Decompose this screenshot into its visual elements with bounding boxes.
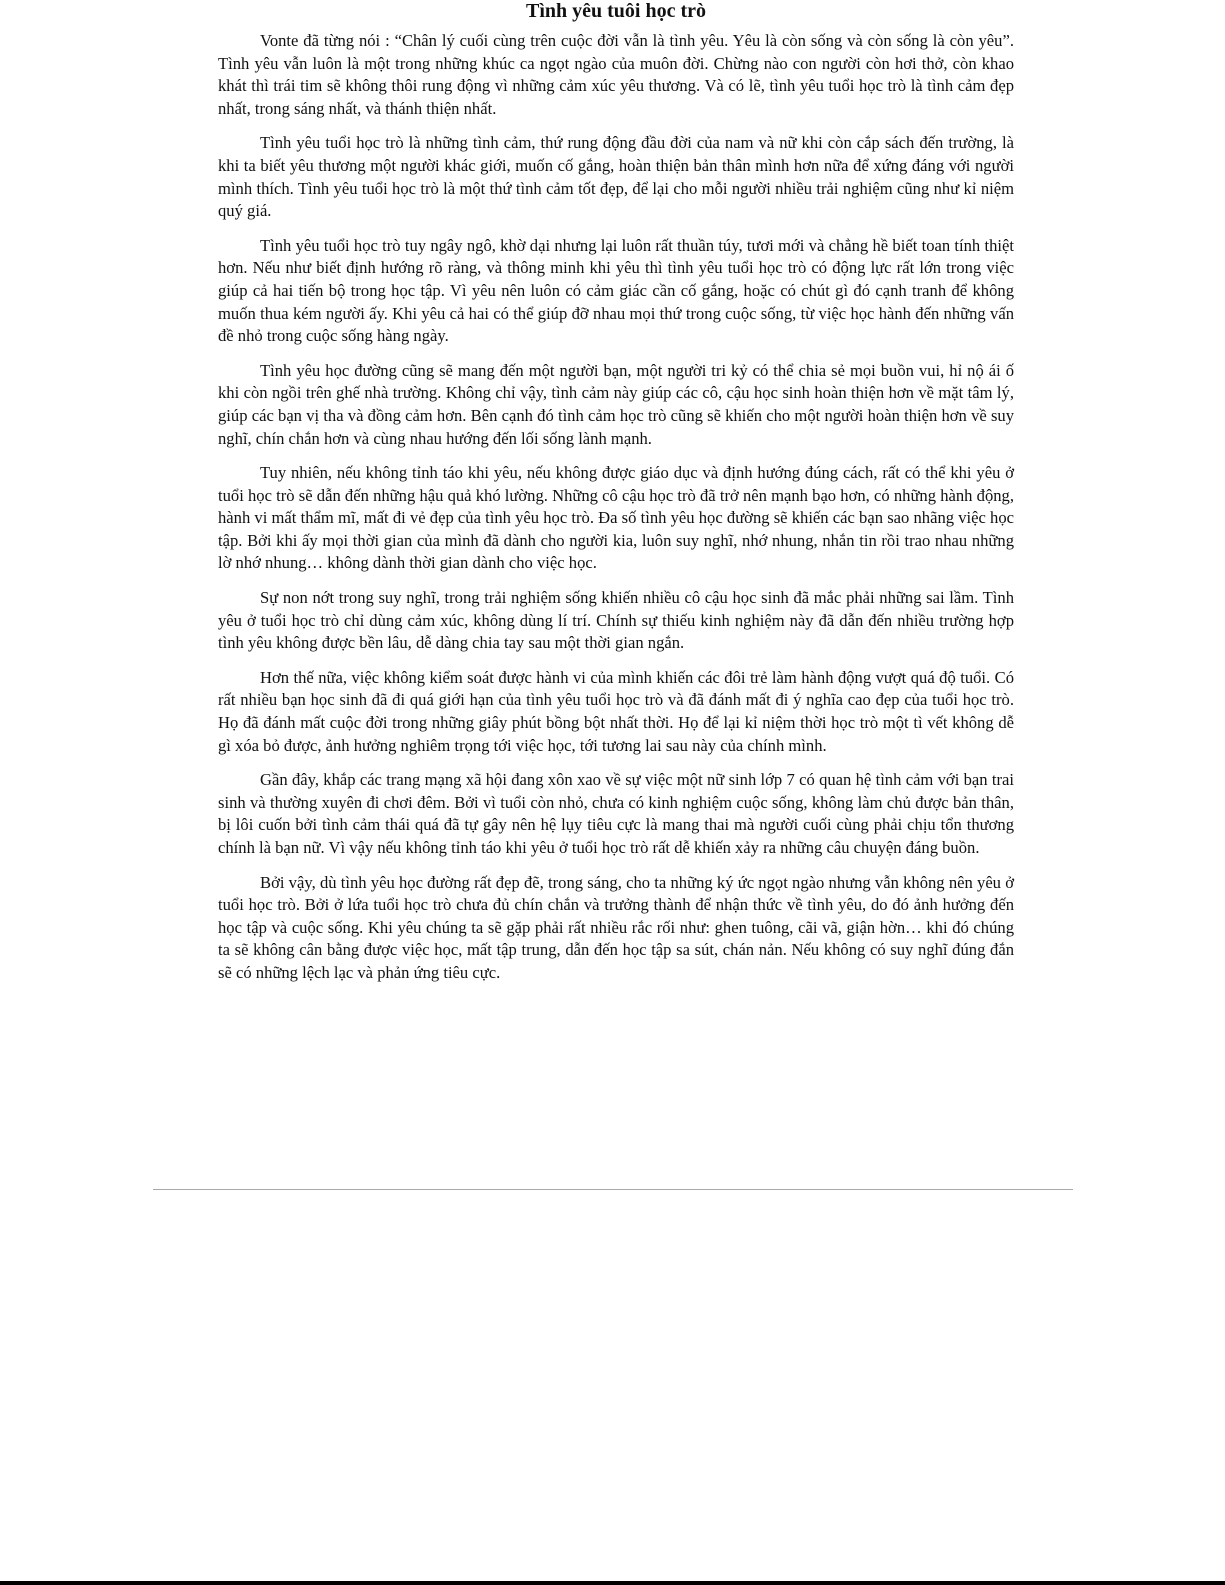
paragraph-2: Tình yêu tuổi học trò là những tình cảm, thứ rung động đầu đời của nam và nữ khi còn cắp sách đến trường, là khi ta biết yêu thương một người khác giới, muốn cố gắng, hoàn thiện bản thân mình hơn nữa để xứng đáng với người mình thích. Tình yêu tuổi học trò là một thứ tình cảm tốt đẹp, để lại cho mỗi người nhiều trải nghiệm cũng như kỉ niệm quý giá. bbox=[218, 133, 1014, 221]
page-divider bbox=[153, 1189, 1073, 1190]
bottom-border bbox=[0, 1581, 1225, 1585]
document-title: Tình yêu tuôi học trò bbox=[525, 0, 707, 22]
paragraph-3: Tình yêu tuổi học trò tuy ngây ngô, khờ dại nhưng lại luôn rất thuần túy, tươi mới và chẳng hề biết toan tính thiệt hơn. Nếu như biết định hướng rõ ràng, và thông minh khi yêu thì tình yêu tuổi học trò có động lực rất lớn trong việc giúp cả hai tiến bộ trong học tập. Vì yêu nên luôn có cảm giác cần cố gắng, hoặc có chút gì đó cạnh tranh để không muốn thua kém người ấy. Khi yêu cả hai có thể giúp đỡ nhau mọi thứ trong cuộc sống, từ việc học hành đến những vấn đề nhỏ trong cuộc sống hàng ngày. bbox=[218, 235, 1014, 346]
paragraph-7: Hơn thế nữa, việc không kiểm soát được hành vi của mình khiến các đôi trẻ làm hành động vượt quá độ tuổi. Có rất nhiều bạn học sinh đã đi quá giới hạn của tình yêu tuổi học trò và đã đánh mất đi ý nghĩa cao đẹp của tuổi học trò. Họ đã đánh mất cuộc đời trong những giây phút bồng bột nhất thời. Họ để lại kỉ niệm thời học trò một tì vết không dễ gì xóa bỏ được, ảnh hưởng nghiêm trọng tới việc học, tới tương lai sau này của chính mình. bbox=[218, 667, 1014, 755]
paragraph-1: Vonte đã từng nói : “Chân lý cuối cùng trên cuộc đời vẫn là tình yêu. Yêu là còn sống và còn sống là còn yêu”. Tình yêu vẫn luôn là một trong những khúc ca ngọt ngào của muôn đời. Chừng nào con người còn hơi thở, còn khao khát thì trái tim sẽ không thôi rung động vì những cảm xúc yêu thương. Và có lẽ, tình yêu tuổi học trò là tình cảm đẹp nhất, trong sáng nhất, và thánh thiện nhất. bbox=[218, 31, 1014, 118]
paragraph-5: Tuy nhiên, nếu không tỉnh táo khi yêu, nếu không được giáo dục và định hướng đúng cách, rất có thể khi yêu ở tuổi học trò sẽ dẫn đến những hậu quả khó lường. Những cô cậu học trò đã trở nên mạnh bạo hơn, có những hành động, hành vi mất thẩm mĩ, mất đi vẻ đẹp của tình yêu học trò. Đa số tình yêu học đường sẽ khiến các bạn sao nhãng việc học tập. Bởi khi ấy mọi thời gian của mình đã dành cho người kia, luôn suy nghĩ, nhớ nhung, nhắn tin rồi trao nhau những lờ nhớ nhung… không dành thời gian dành cho việc học. bbox=[218, 463, 1014, 573]
paragraph-4: Tình yêu học đường cũng sẽ mang đến một người bạn, một người tri kỷ có thể chia sẻ mọi buồn vui, hỉ nộ ái ố khi còn ngồi trên ghế nhà trường. Không chỉ vậy, tình cảm này giúp các cô, cậu học sinh hoàn thiện hơn về mặt tâm lý, giúp các bạn vị tha và đồng cảm hơn. Bên cạnh đó tình cảm học trò cũng sẽ khiến cho một người hoàn thiện hơn về suy nghĩ, chín chắn hơn và cùng nhau hướng đến lối sống lành mạnh. bbox=[218, 360, 1014, 448]
document-page bbox=[218, 0, 1014, 985]
paragraph-9: Bởi vậy, dù tình yêu học đường rất đẹp đẽ, trong sáng, cho ta những ký ức ngọt ngào nhưng vẫn không nên yêu ở tuổi học trò. Bởi ở lứa tuổi học trò chưa đủ chín chắn và trưởng thành để nhận thức về tình yêu, do đó ảnh hưởng đến học tập và cuộc sống. Khi yêu chúng ta sẽ gặp phải rất nhiều rắc rối như: ghen tuông, cãi vã, giận hờn… khi đó chúng ta sẽ không cân bằng được việc học, mất tập trung, dẫn đến học tập sa sút, chán nản. Nếu không có suy nghĩ đúng đắn sẽ có những lệch lạc và phản ứng tiêu cực. bbox=[218, 872, 1014, 982]
paragraph-8: Gần đây, khắp các trang mạng xã hội đang xôn xao về sự việc một nữ sinh lớp 7 có quan hệ tình cảm với bạn trai sinh và thường xuyên đi chơi đêm. Bởi vì tuổi còn nhỏ, chưa có kinh nghiệm cuộc sống, không làm chủ được bản thân, bị lôi cuốn bởi tình cảm thái quá đã tự gây nên hệ lụy tiêu cực là mang thai mà người cuối cùng phải chịu tổn thương chính là bạn nữ. Vì vậy nếu không tỉnh táo khi yêu ở tuổi học trò rất dễ khiến xảy ra những câu chuyện đáng buồn. bbox=[218, 770, 1014, 857]
paragraph-6: Sự non nớt trong suy nghĩ, trong trải nghiệm sống khiến nhiều cô cậu học sinh đã mắc phải những sai lầm. Tình yêu ở tuổi học trò chỉ dùng cảm xúc, không dùng lí trí. Chính sự thiếu kinh nghiệm này đã dẫn đến nhiều trường hợp tình yêu không được bền lâu, dễ dàng chia tay sau một thời gian ngắn. bbox=[218, 588, 1014, 653]
